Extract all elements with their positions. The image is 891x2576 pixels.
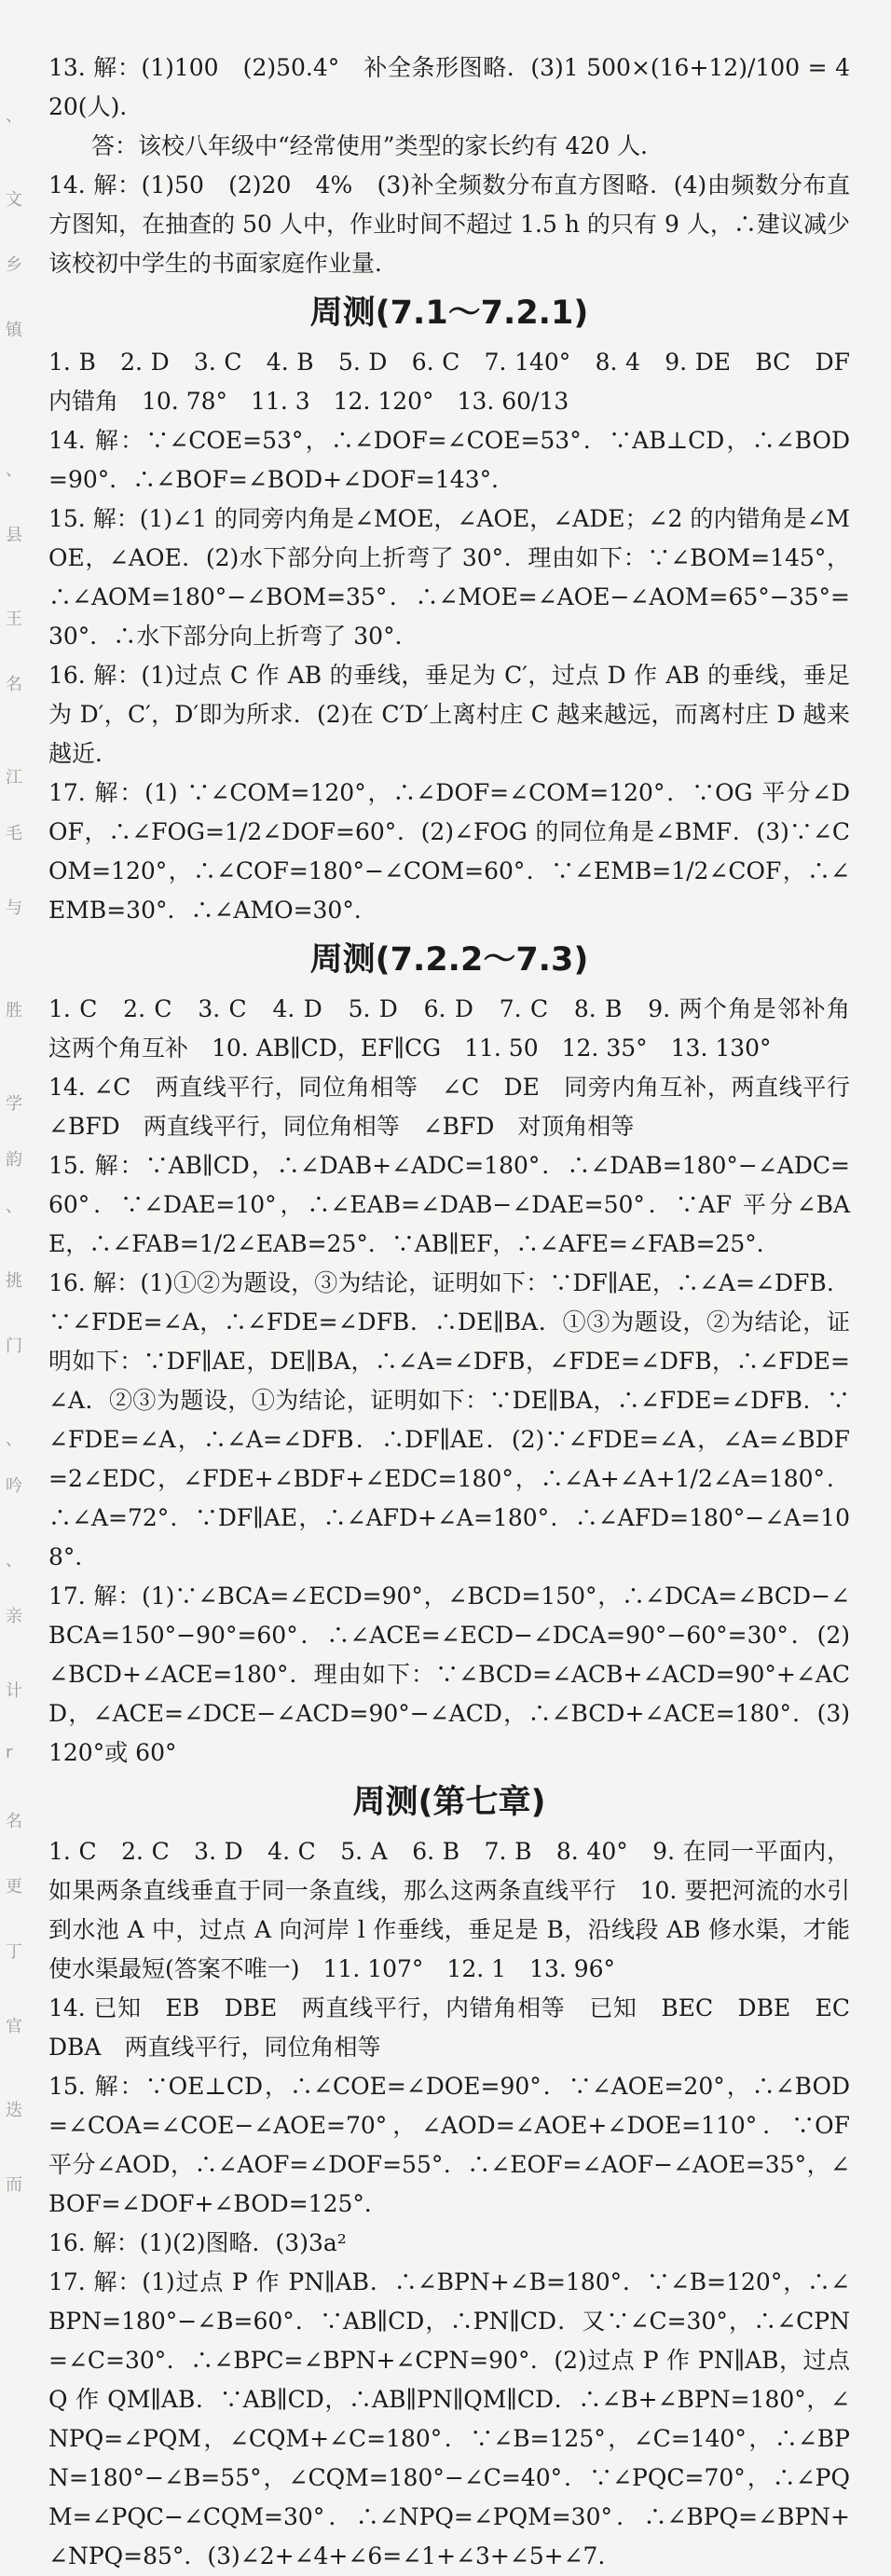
margin-mark: 县	[6, 526, 22, 545]
answer-paragraph: 答：该校八年级中“经常使用”类型的家长约有 420 人．	[91, 132, 665, 159]
margin-mark: 、	[6, 106, 22, 126]
answer-paragraph: 1. C 2. C 3. C 4. D 5. D 6. D 7. C 8. B 9. 两个角是邻补角 这两个角互补 10. AB∥CD，EF∥CG 11. 50 12. 35° 13. 130°	[48, 995, 874, 1062]
section-title: 周测(7.1～7.2.1)	[309, 295, 589, 332]
margin-mark: 而	[6, 2175, 22, 2195]
margin-mark: 更	[6, 1877, 22, 1897]
margin-mark: r	[6, 1743, 13, 1762]
left-margin-marks	[0, 0, 34, 2391]
section-title: 周测(7.2.2～7.3)	[309, 941, 589, 979]
answer-paragraph: 17. 解：(1)∵∠BCA=∠ECD=90°，∠BCD=150°，∴∠DCA=∠BCD−∠BCA=150°−90°=60°．∴∠ACE=∠ECD−∠DCA=90°−60°=30°．(2)∠BCD+∠ACE=180°．理由如下：∵∠BCD=∠ACB+∠ACD=90°+∠ACD，∠ACE=∠DCE−∠ACD=90°−∠ACD，∴∠BCD+∠ACE=180°．(3)120°或 60°	[48, 1583, 850, 1766]
margin-mark: 王	[6, 610, 22, 629]
margin-mark: 亲	[6, 1607, 22, 1626]
margin-mark: 乡	[6, 255, 22, 275]
margin-mark: 名	[6, 1812, 22, 1831]
answer-paragraph: 16. 解：(1)①②为题设，③为结论，证明如下：∵DF∥AE，∴∠A=∠DFB．∵∠FDE=∠A，∴∠FDE=∠DFB．∴DE∥BA．①③为题设，②为结论，证明如下：∵DF∥AE，DE∥BA，∴∠A=∠DFB，∠FDE=∠DFB，∴∠FDE=∠A．②③为题设，①为结论，证明如下：∵DE∥BA，∴∠FDE=∠DFB．∵∠FDE=∠A，∴∠A=∠DFB．∴DF∥AE．(2)∵∠FDE=∠A，∠A=∠BDF=2∠EDC，∠FDE+∠BDF+∠EDC=180°，∴∠A+∠A+1/2∠A=180°．∴∠A=72°．∵DF∥AE，∴∠AFD+∠A=180°．∴∠AFD=180°−∠A=108°．	[48, 1269, 850, 1570]
margin-mark: 名	[6, 675, 22, 694]
margin-mark: 吟	[6, 1476, 22, 1496]
margin-mark: 胜	[6, 1001, 22, 1021]
answer-paragraph: 15. 解：(1)∠1 的同旁内角是∠MOE，∠AOE，∠ADE；∠2 的内错角是∠MOE，∠AOE．(2)水下部分向上折弯了 30°．理由如下：∵∠BOM=145°，∴∠AOM=180°−∠BOM=35°．∴∠MOE=∠AOE−∠AOM=65°−35°=30°．∴水下部分向上折弯了 30°．	[48, 505, 850, 650]
section-title: 周测(第七章)	[352, 1784, 546, 1821]
margin-mark: 文	[6, 190, 22, 210]
answer-paragraph: 14. 已知 EB DBE 两直线平行，内错角相等 已知 BEC DBE EC DBA 两直线平行，同位角相等	[48, 1994, 874, 2061]
answer-paragraph: 1. C 2. C 3. D 4. C 5. A 6. B 7. B 8. 40° 9. 在同一平面内，如果两条直线垂直于同一条直线，那么这两条直线平行 10. 要把河流的水引到水池 A 中，过点 A 向河岸 l 作垂线，垂足是 B，沿线段 AB 修水渠，才能使水渠最短(答案不唯一) 11. 107° 12. 1 13. 96°	[48, 1838, 850, 1982]
answer-page	[48, 48, 874, 2576]
margin-mark: 门	[6, 1336, 22, 1356]
margin-mark: 挑	[6, 1271, 22, 1291]
margin-mark: 镇	[6, 321, 22, 340]
answer-paragraph: 14. ∠C 两直线平行，同位角相等 ∠C DE 同旁内角互补，两直线平行 ∠BFD 两直线平行，同位角相等 ∠BFD 对顶角相等	[48, 1074, 874, 1140]
margin-mark: 与	[6, 898, 22, 918]
margin-mark: 计	[6, 1681, 22, 1701]
answer-paragraph: 14. 解：∵∠COE=53°，∴∠DOF=∠COE=53°．∵AB⊥CD，∴∠BOD=90°．∴∠BOF=∠BOD+∠DOF=143°．	[48, 427, 850, 493]
answer-paragraph: 14. 解：(1)50 (2)20 4% (3)补全频数分布直方图略．(4)由频数分布直方图知，在抽查的 50 人中，作业时间不超过 1.5 h 的只有 9 人，∴建议减少该校初中学生的书面家庭作业量．	[48, 171, 850, 277]
margin-mark: 迭	[6, 2101, 22, 2120]
margin-mark: 毛	[6, 824, 22, 843]
answer-paragraph: 15. 解：∵AB∥CD，∴∠DAB+∠ADC=180°．∴∠DAB=180°−∠ADC=60°．∵∠DAE=10°，∴∠EAB=∠DAB−∠DAE=50°．∵AF 平分∠BAE，∴∠FAB=1/2∠EAB=25°．∵AB∥EF，∴∠AFE=∠FAB=25°．	[48, 1152, 850, 1257]
answer-paragraph: 16. 解：(1)过点 C 作 AB 的垂线，垂足为 C′，过点 D 作 AB 的垂线，垂足为 D′，C′，D′即为所求．(2)在 C′D′上离村庄 C 越来越远，而离村庄 D 越来越近．	[48, 662, 850, 767]
margin-mark: 学	[6, 1094, 22, 1114]
margin-mark: 、	[6, 1430, 22, 1449]
answer-paragraph: 17. 解：(1)过点 P 作 PN∥AB．∴∠BPN+∠B=180°．∵∠B=120°，∴∠BPN=180°−∠B=60°．∵AB∥CD，∴PN∥CD．又∵∠C=30°，∴∠CPN=∠C=30°．∴∠BPC=∠BPN+∠CPN=90°．(2)过点 P 作 PN∥AB，过点 Q 作 QM∥AB．∵AB∥CD，∴AB∥PN∥QM∥CD．∴∠B+∠BPN=180°，∠NPQ=∠PQM，∠CQM+∠C=180°．∵∠B=125°，∠C=140°，∴∠BPN=180°−∠B=55°，∠CQM=180°−∠C=40°．∵∠PQC=70°，∴∠PQM=∠PQC−∠CQM=30°．∴∠NPQ=∠PQM=30°．∴∠BPQ=∠BPN+∠NPQ=85°．(3)∠2+∠4+∠6=∠1+∠3+∠5+∠7．	[48, 2268, 850, 2569]
answer-paragraph: 17. 解：(1) ∵∠COM=120°，∴∠DOF=∠COM=120°．∵OG 平分∠DOF，∴∠FOG=1/2∠DOF=60°．(2)∠FOG 的同位角是∠BMF．(3)∵∠COM=120°，∴∠COF=180°−∠COM=60°．∵∠EMB=1/2∠COF，∴∠EMB=30°．∴∠AMO=30°．	[48, 779, 850, 924]
answer-paragraph: 1. B 2. D 3. C 4. B 5. D 6. C 7. 140° 8. 4 9. DE BC DF 内错角 10. 78° 11. 3 12. 120° 13. 60/13	[48, 349, 874, 415]
margin-mark: 、	[6, 1197, 22, 1216]
margin-mark: 丁	[6, 1942, 22, 1962]
answer-paragraph: 16. 解：(1)(2)图略．(3)3a²	[48, 2229, 347, 2256]
margin-mark: 、	[6, 460, 22, 480]
margin-mark: 韵	[6, 1150, 22, 1170]
margin-mark: 官	[6, 2017, 22, 2036]
margin-mark: 江	[6, 768, 22, 788]
answer-paragraph: 15. 解：∵OE⊥CD，∴∠COE=∠DOE=90°．∵∠AOE=20°，∴∠BOD=∠COA=∠COE−∠AOE=70°，∠AOD=∠AOE+∠DOE=110°．∵OF 平分∠AOD，∴∠AOF=∠DOF=55°．∴∠EOF=∠AOF−∠AOE=35°，∠BOF=∠DOF+∠BOD=125°．	[48, 2073, 850, 2217]
margin-mark: 、	[6, 1551, 22, 1570]
answer-paragraph: 13. 解：(1)100 (2)50.4° 补全条形图略．(3)1 500×(16+12)/100 = 420(人)．	[48, 54, 850, 120]
